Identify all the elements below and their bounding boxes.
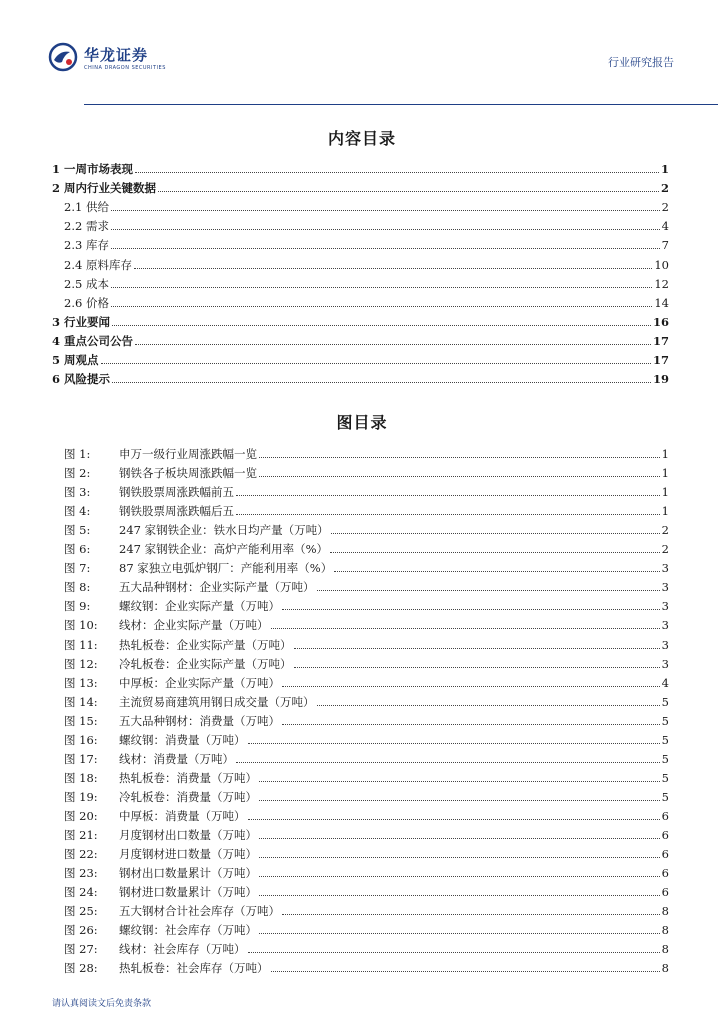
toc-entry-label: 2.4 原料库存: [64, 257, 132, 272]
dot-leader: [135, 172, 659, 173]
figure-entry-number: 图 8:: [64, 580, 91, 595]
dot-leader: [282, 914, 660, 915]
dot-leader: [111, 210, 660, 211]
figure-entry-page: 5: [661, 713, 669, 728]
figure-entry-label: 五大品种钢材：企业实际产量（万吨）: [119, 580, 315, 595]
dot-leader: [259, 800, 660, 801]
figure-entry-page: 5: [661, 789, 669, 804]
figure-entry-number: 图 9:: [64, 599, 91, 614]
figure-entry[interactable]: [52, 788, 669, 804]
figure-entry-number: 图 23:: [64, 866, 98, 881]
dot-leader: [259, 876, 660, 877]
figure-entry-label: 钢铁各子板块周涨跌幅一览: [119, 466, 257, 481]
figure-entry-page: 1: [661, 504, 669, 519]
figure-entry-label: 五大品种钢材：消费量（万吨）: [119, 713, 280, 728]
toc-entry[interactable]: [52, 179, 669, 195]
figure-entry-page: 3: [661, 637, 669, 652]
figure-entry-label: 螺纹钢：社会库存（万吨）: [119, 923, 257, 938]
dot-leader: [111, 248, 660, 249]
figure-entry[interactable]: [52, 712, 669, 728]
figure-entry[interactable]: [52, 578, 669, 594]
report-type: 行业研究报告: [608, 56, 674, 69]
dot-leader: [111, 306, 652, 307]
toc-entry[interactable]: [52, 160, 669, 176]
toc-entry-page: 2: [660, 181, 669, 196]
figure-entry-number: 图 12:: [64, 656, 98, 671]
toc-entry-page: 4: [661, 219, 669, 234]
figure-entry-number: 图 17:: [64, 751, 98, 766]
dot-leader: [236, 514, 660, 515]
figure-entry-label: 热轧板卷：社会库存（万吨）: [119, 961, 269, 976]
toc-entry-label: 2 周内行业关键数据: [52, 181, 157, 196]
figure-entry-number: 图 19:: [64, 789, 98, 804]
dot-leader: [248, 952, 660, 953]
figure-entry-page: 3: [661, 580, 669, 595]
figure-entry-number: 图 26:: [64, 923, 98, 938]
figure-entry-label: 钢铁股票周涨跌幅前五: [119, 485, 234, 500]
toc-entry-label: 3 行业要闻: [52, 314, 111, 329]
figure-entry[interactable]: [52, 597, 669, 613]
dot-leader: [282, 724, 660, 725]
dot-leader: [259, 838, 660, 839]
toc-entry-label: 5 周观点: [52, 353, 99, 367]
figure-entry[interactable]: [52, 731, 669, 747]
dot-leader: [112, 382, 651, 383]
figure-entry-page: 2: [661, 542, 669, 557]
figure-entry-label: 247 家钢铁企业：铁水日均产量（万吨）: [119, 523, 329, 538]
figure-entry-number: 图 20:: [64, 808, 98, 823]
figure-entry-page: 6: [661, 808, 669, 823]
dot-leader: [259, 933, 660, 934]
dot-leader: [259, 476, 660, 477]
figure-entry[interactable]: [52, 883, 669, 899]
figure-entry-label: 中厚板：消费量（万吨）: [119, 808, 246, 823]
figure-entry-number: 图 25:: [64, 904, 98, 919]
figure-entry-number: 图 1:: [64, 447, 91, 461]
dot-leader: [248, 819, 660, 820]
figures-title: 图目录: [336, 413, 388, 432]
figure-entry-label: 螺纹钢：消费量（万吨）: [119, 732, 246, 747]
figure-entry[interactable]: [52, 845, 669, 861]
figure-entry-label: 月度钢材进口数量（万吨）: [119, 847, 257, 862]
figure-entry-label: 线材：消费量（万吨）: [119, 751, 234, 766]
header-divider: [84, 104, 718, 105]
figure-entry-page: 6: [661, 847, 669, 862]
figure-entry-number: 图 24:: [64, 885, 98, 900]
figure-entry-label: 五大钢材合计社会库存（万吨）: [119, 904, 280, 919]
dot-leader: [111, 287, 652, 288]
toc-entry-label: 2.2 需求: [64, 219, 109, 234]
toc-entry-page: 2: [661, 200, 669, 215]
figure-entry-number: 图 21:: [64, 828, 98, 842]
figure-entry[interactable]: [52, 502, 669, 518]
toc-entry-page: 1: [660, 162, 669, 176]
toc-entry-page: 17: [652, 353, 669, 367]
figure-entry-page: 8: [661, 961, 669, 976]
toc-entry-label: 1 一周市场表现: [52, 162, 134, 176]
figure-entry-label: 钢材出口数量累计（万吨）: [119, 866, 257, 881]
dot-leader: [158, 191, 659, 192]
dot-leader: [111, 229, 660, 230]
dot-leader: [331, 533, 660, 534]
figure-entry-label: 热轧板卷：企业实际产量（万吨）: [119, 637, 292, 652]
figure-entry-number: 图 28:: [64, 961, 98, 976]
figure-entry-page: 5: [661, 732, 669, 747]
figure-entry-number: 图 18:: [64, 770, 98, 785]
toc-entry-label: 2.1 供给: [64, 200, 109, 215]
toc-entry[interactable]: [52, 294, 669, 310]
figure-entry-page: 1: [661, 485, 669, 500]
figure-entry-label: 月度钢材出口数量（万吨）: [119, 828, 257, 842]
figure-entry-number: 图 11:: [64, 637, 98, 652]
figure-entry-label: 主流贸易商建筑用钢日成交量（万吨）: [119, 694, 315, 709]
figure-entry-label: 钢材进口数量累计（万吨）: [119, 885, 257, 900]
toc-entry[interactable]: [52, 198, 669, 214]
figure-entry-page: 5: [661, 751, 669, 766]
figure-entry-number: 图 3:: [64, 485, 91, 500]
toc-entry-label: 6 风险提示: [52, 372, 111, 387]
toc-entry[interactable]: [52, 351, 669, 367]
figure-entry-label: 冷轧板卷：企业实际产量（万吨）: [119, 656, 292, 671]
figure-entry-number: 图 27:: [64, 942, 98, 957]
figure-entry-label: 热轧板卷：消费量（万吨）: [119, 770, 257, 785]
toc-entry-page: 12: [654, 276, 669, 291]
dot-leader: [282, 609, 660, 610]
figure-entry-number: 图 7:: [64, 561, 91, 576]
figure-entry[interactable]: [52, 826, 669, 842]
figure-entry[interactable]: [52, 940, 669, 956]
figure-entry-number: 图 2:: [64, 466, 91, 481]
figure-entry[interactable]: [52, 655, 669, 671]
toc-entry-page: 7: [661, 238, 669, 253]
toc-entry-label: 2.3 库存: [64, 238, 109, 253]
dot-leader: [259, 457, 660, 458]
figure-entry-page: 3: [661, 561, 669, 576]
figure-entry-number: 图 10:: [64, 618, 98, 633]
figure-entry-page: 3: [661, 599, 669, 614]
brand-name: 华龙证券: [84, 46, 149, 64]
figure-entry-label: 线材：企业实际产量（万吨）: [119, 618, 269, 633]
figure-entry-page: 6: [661, 866, 669, 881]
figure-entry[interactable]: [52, 769, 669, 785]
figure-entry[interactable]: [52, 445, 669, 461]
dot-leader: [317, 705, 660, 706]
toc-entry-page: 10: [654, 257, 669, 272]
brand-subtitle: CHINA DRAGON SECURITIES: [84, 65, 166, 71]
figure-entry-number: 图 15:: [64, 713, 98, 728]
dot-leader: [112, 325, 651, 326]
toc-entry[interactable]: [52, 332, 669, 348]
figure-entry-page: 3: [661, 618, 669, 633]
dot-leader: [271, 971, 660, 972]
figure-entry[interactable]: [52, 959, 669, 975]
figure-entry[interactable]: [52, 921, 669, 937]
figure-entry[interactable]: [52, 807, 669, 823]
toc-entry[interactable]: [52, 313, 669, 329]
figure-entry-label: 冷轧板卷：消费量（万吨）: [119, 789, 257, 804]
toc-entry-label: 2.5 成本: [64, 276, 109, 291]
figure-entry[interactable]: [52, 540, 669, 556]
figure-entry[interactable]: [52, 464, 669, 480]
dot-leader: [259, 895, 660, 896]
toc-entry[interactable]: [52, 275, 669, 291]
figure-entry-label: 申万一级行业周涨跌幅一览: [119, 447, 257, 461]
toc-entry-label: 2.6 价格: [64, 295, 109, 310]
figure-entry[interactable]: [52, 693, 669, 709]
figure-entry-label: 钢铁股票周涨跌幅后五: [119, 504, 234, 519]
dot-leader: [101, 363, 651, 364]
figure-entry-page: 6: [661, 828, 669, 842]
dot-leader: [271, 628, 660, 629]
figure-entry[interactable]: [52, 616, 669, 632]
toc-entry[interactable]: [52, 256, 669, 272]
dot-leader: [294, 648, 660, 649]
figure-entry[interactable]: [52, 559, 669, 575]
toc-entry-label: 4 重点公司公告: [52, 333, 134, 348]
toc-entry[interactable]: [52, 370, 669, 386]
figure-entry-page: 6: [661, 885, 669, 900]
figure-entry-label: 87 家独立电弧炉钢厂：产能利用率（%）: [119, 561, 333, 576]
figure-entry-page: 3: [661, 656, 669, 671]
toc-entry-page: 19: [652, 372, 669, 387]
dot-leader: [330, 552, 660, 553]
figure-entry-label: 线材：社会库存（万吨）: [119, 942, 246, 957]
figure-entry[interactable]: [52, 864, 669, 880]
figure-entry-page: 5: [661, 694, 669, 709]
toc-title: 内容目录: [327, 129, 396, 148]
dot-leader: [236, 495, 660, 496]
figure-entry-page: 2: [661, 523, 669, 538]
dot-leader: [236, 762, 660, 763]
toc-entry-page: 14: [654, 295, 669, 310]
figure-entry-number: 图 6:: [64, 542, 91, 557]
figure-entry-number: 图 16:: [64, 732, 98, 747]
dot-leader: [134, 268, 652, 269]
footer-disclaimer: 请认真阅读文后免责条款: [52, 999, 152, 1009]
figure-entry-page: 8: [661, 942, 669, 957]
figure-entry-page: 5: [661, 770, 669, 785]
figure-entry-label: 247 家钢铁企业：高炉产能利用率（%）: [119, 542, 329, 557]
dot-leader: [282, 686, 660, 687]
dot-leader: [334, 571, 659, 572]
figure-entry-label: 中厚板：企业实际产量（万吨）: [119, 675, 280, 690]
figure-entry[interactable]: [52, 483, 669, 499]
toc-entry[interactable]: [52, 236, 669, 252]
dot-leader: [259, 857, 660, 858]
figure-entry-page: 8: [661, 923, 669, 938]
dot-leader: [294, 667, 660, 668]
toc-entry-page: 17: [652, 333, 669, 348]
toc-entry[interactable]: [52, 217, 669, 233]
figure-entry-number: 图 5:: [64, 523, 91, 538]
dragon-logo-icon: [48, 42, 78, 72]
dot-leader: [259, 781, 660, 782]
figure-entry[interactable]: [52, 674, 669, 690]
figure-entry[interactable]: [52, 636, 669, 652]
dot-leader: [135, 344, 651, 345]
figure-entry[interactable]: [52, 750, 669, 766]
figure-entry-page: 1: [661, 466, 669, 481]
figure-entry-number: 图 22:: [64, 847, 98, 862]
figure-entry-number: 图 14:: [64, 694, 98, 709]
figure-entry-label: 螺纹钢：企业实际产量（万吨）: [119, 599, 280, 614]
figure-entry-page: 4: [661, 675, 669, 690]
page-header: [40, 34, 682, 74]
figure-entry[interactable]: [52, 521, 669, 537]
figure-entry-number: 图 4:: [64, 504, 91, 519]
toc-entry-page: 16: [652, 314, 669, 329]
figure-entry-page: 8: [661, 904, 669, 919]
figure-entry-number: 图 13:: [64, 675, 98, 690]
figure-entry[interactable]: [52, 902, 669, 918]
dot-leader: [248, 743, 660, 744]
dot-leader: [317, 590, 660, 591]
figure-entry-page: 1: [661, 447, 669, 461]
